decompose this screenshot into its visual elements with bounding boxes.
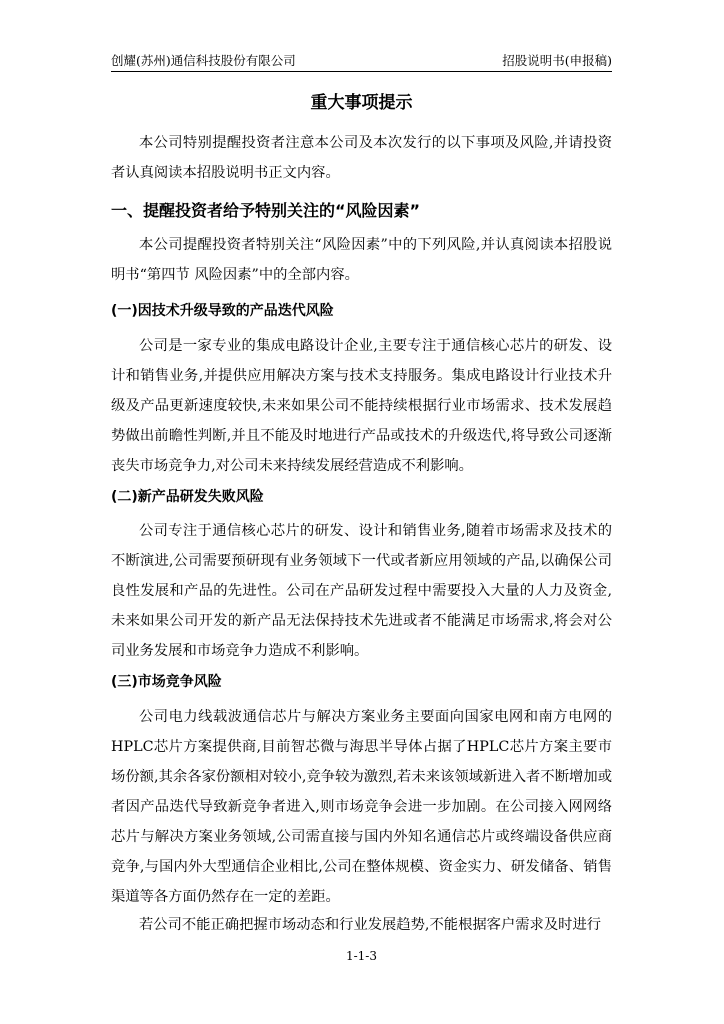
page-number: 1-1-3 bbox=[345, 949, 377, 963]
page-title: 重大事项提示 bbox=[310, 93, 413, 113]
risk-heading-rd-failure: (二)新产品研发失败风险 bbox=[111, 489, 264, 505]
risk-paragraph-tech-upgrade: 公司是一家专业的集成电路设计企业,主要专注于通信核心芯片的研发、设计和销售业务,并提供应用解决方案与技术支持服务。集成电路设计行业技术升级及产品更新速度较快,未来如果公司不能持续根据行业市场需求、技术发展趋势做出前瞻性判断,并且不能及时地进行产品或技术的升级迭代,将导致公司逐渐丧失市场竞争力,对公司未来持续发展经营造成不利影响。 bbox=[111, 338, 612, 474]
page-header bbox=[111, 49, 612, 72]
risk-paragraph-rd-failure: 公司专注于通信核心芯片的研发、设计和销售业务,随着市场需求及技术的不断演进,公司需要预研现有业务领域下一代或者新应用领域的产品,以确保公司良性发展和产品的先进性。公司在产品研发过程中需要投入大量的人力及资金,未来如果公司开发的新产品无法保持技术先进或者不能满足市场需求,将会对公司业务发展和市场竞争力造成不利影响。 bbox=[111, 523, 612, 659]
header-document-type: 招股说明书(申报稿) bbox=[502, 53, 612, 68]
risk-paragraph-market-competition: 公司电力线载波通信芯片与解决方案业务主要面向国家电网和南方电网的HPLC芯片方案提供商,目前智芯微与海思半导体占据了HPLC芯片方案主要市场份额,其余各家份额相对较小,竞争较为激烈,若未来该领域新进入者不断增加或者因产品迭代导致新竞争者进入,则市场竞争会进一步加剧。在公司接入网网络芯片与解决方案业务领域,公司需直接与国内外知名通信芯片或终端设备供应商竞争,与国内外大型通信企业相比,公司在整体规模、资金实力、研发储备、销售渠道等各方面仍然存在一定的差距。 bbox=[111, 709, 612, 905]
header-company-name: 创耀(苏州)通信科技股份有限公司 bbox=[111, 53, 296, 68]
intro-paragraph: 本公司特别提醒投资者注意本公司及本次发行的以下事项及风险,并请投资者认真阅读本招股说明书正文内容。 bbox=[111, 135, 612, 181]
risk-heading-tech-upgrade: (一)因技术升级导致的产品迭代风险 bbox=[111, 303, 334, 319]
section-heading-risk-factors: 一、提醒投资者给予特别关注的“风险因素” bbox=[111, 201, 421, 220]
section-intro-paragraph: 本公司提醒投资者特别关注“风险因素”中的下列风险,并认真阅读本招股说明书“第四节 风险因素”中的全部内容。 bbox=[111, 237, 612, 283]
risk-heading-market-competition: (三)市场竞争风险 bbox=[111, 674, 222, 690]
risk-paragraph-market-competition-continued: 若公司不能正确把握市场动态和行业发展趋势,不能根据客户需求及时进行 bbox=[139, 917, 602, 933]
